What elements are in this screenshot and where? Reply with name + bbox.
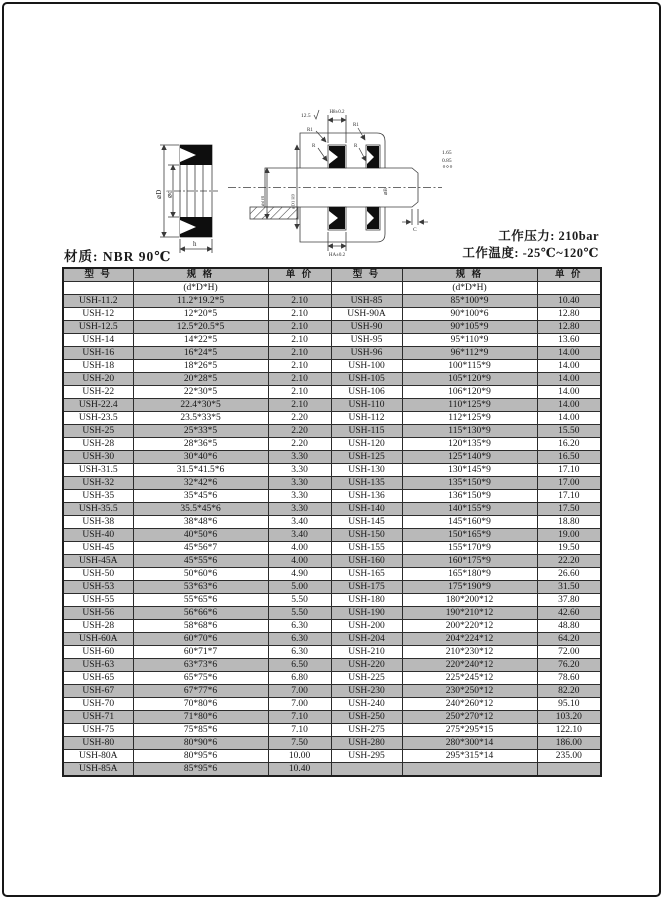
spec-cell: 155*170*9 <box>402 542 537 555</box>
model-cell: USH-180 <box>331 594 402 607</box>
price-cell: 17.50 <box>537 503 601 516</box>
table-row <box>63 308 601 321</box>
table-row <box>63 399 601 412</box>
model-cell: USH-14 <box>63 334 133 347</box>
table-row <box>63 321 601 334</box>
spec-cell: 12*20*5 <box>133 308 268 321</box>
model-cell: USH-295 <box>331 750 402 763</box>
model-cell: USH-220 <box>331 659 402 672</box>
price-cell: 19.00 <box>537 529 601 542</box>
spec-cell: 31.5*41.5*6 <box>133 464 268 477</box>
spec-cell: 250*270*12 <box>402 711 537 724</box>
model-cell: USH-105 <box>331 373 402 386</box>
spec-cell: 65*75*6 <box>133 672 268 685</box>
price-cell: 6.80 <box>268 672 331 685</box>
spec-cell: 22*30*5 <box>133 386 268 399</box>
model-cell: USH-90 <box>331 321 402 334</box>
price-cell: 7.10 <box>268 711 331 724</box>
model-cell: USH-35.5 <box>63 503 133 516</box>
price-cell: 13.60 <box>537 334 601 347</box>
price-cell: 7.10 <box>268 724 331 737</box>
price-cell: 5.00 <box>268 581 331 594</box>
spec-cell: 275*295*15 <box>402 724 537 737</box>
model-cell: USH-31.5 <box>63 464 133 477</box>
spec-header: 规 格 <box>402 268 537 282</box>
spec-cell: 56*66*6 <box>133 607 268 620</box>
price-cell: 4.90 <box>268 568 331 581</box>
surface-finish-check-icon <box>314 110 319 119</box>
model-cell: USH-60 <box>63 646 133 659</box>
model-cell: USH-210 <box>331 646 402 659</box>
bore-diameter-label: ⌀B <box>383 188 389 195</box>
spec-cell: 110*125*9 <box>402 399 537 412</box>
model-cell: USH-55 <box>63 594 133 607</box>
price-cell: 7.00 <box>268 698 331 711</box>
spec-cell: 38*48*6 <box>133 516 268 529</box>
table-row <box>63 568 601 581</box>
price-cell: 2.10 <box>268 347 331 360</box>
spec-cell: 71*80*6 <box>133 711 268 724</box>
price-cell: 14.00 <box>537 347 601 360</box>
model-cell: USH-90A <box>331 308 402 321</box>
price-header: 单 价 <box>268 268 331 282</box>
price-cell: 76.20 <box>537 659 601 672</box>
price-cell: 7.00 <box>268 685 331 698</box>
model-cell: USH-23.5 <box>63 412 133 425</box>
table-row <box>63 659 601 672</box>
price-cell: 2.20 <box>268 438 331 451</box>
spec-subheader: (d*D*H) <box>402 282 537 295</box>
price-cell: 82.20 <box>537 685 601 698</box>
price-cell: 2.10 <box>268 399 331 412</box>
table-row <box>63 685 601 698</box>
model-cell: USH-115 <box>331 425 402 438</box>
model-cell: USH-80 <box>63 737 133 750</box>
price-cell <box>537 763 601 777</box>
spec-header: 规 格 <box>133 268 268 282</box>
price-cell: 3.30 <box>268 503 331 516</box>
price-cell: 3.30 <box>268 477 331 490</box>
spec-cell: 120*135*9 <box>402 438 537 451</box>
model-cell: USH-65 <box>63 672 133 685</box>
spec-cell: 20*28*5 <box>133 373 268 386</box>
table-row <box>63 698 601 711</box>
price-cell: 31.50 <box>537 581 601 594</box>
table-row <box>63 268 601 282</box>
radius-left-label: R <box>312 144 316 149</box>
spec-cell: 145*160*9 <box>402 516 537 529</box>
spec-cell: 58*68*6 <box>133 620 268 633</box>
price-cell: 37.80 <box>537 594 601 607</box>
price-cell: 103.20 <box>537 711 601 724</box>
spec-cell: 28*36*5 <box>133 438 268 451</box>
spec-cell: 175*190*9 <box>402 581 537 594</box>
model-cell: USH-45 <box>63 542 133 555</box>
model-cell: USH-11.2 <box>63 295 133 308</box>
spec-cell: 136*150*9 <box>402 490 537 503</box>
table-row <box>63 503 601 516</box>
price-cell: 5.50 <box>268 594 331 607</box>
price-cell: 10.40 <box>537 295 601 308</box>
price-cell: 2.10 <box>268 321 331 334</box>
price-cell: 14.00 <box>537 399 601 412</box>
table-row <box>63 360 601 373</box>
price-cell: 4.00 <box>268 542 331 555</box>
price-cell: 78.60 <box>537 672 601 685</box>
price-cell: 18.80 <box>537 516 601 529</box>
spec-cell: 220*240*12 <box>402 659 537 672</box>
price-cell: 2.10 <box>268 295 331 308</box>
model-cell: USH-12 <box>63 308 133 321</box>
spec-cell: 80*90*6 <box>133 737 268 750</box>
fit-bottom-label: HA±0.2 <box>328 253 346 258</box>
price-cell: 122.10 <box>537 724 601 737</box>
spec-cell: 160*175*9 <box>402 555 537 568</box>
price-cell: 7.50 <box>268 737 331 750</box>
price-cell: 10.00 <box>268 750 331 763</box>
price-header: 单 价 <box>537 268 601 282</box>
model-cell: USH-85A <box>63 763 133 777</box>
model-cell: USH-145 <box>331 516 402 529</box>
price-cell: 17.00 <box>537 477 601 490</box>
spec-cell: 115*130*9 <box>402 425 537 438</box>
spec-cell: 23.5*33*5 <box>133 412 268 425</box>
spec-cell: 85*95*6 <box>133 763 268 777</box>
dim-height-label: h <box>193 240 197 248</box>
price-cell: 2.10 <box>268 373 331 386</box>
temperature-label: 工作温度: -25℃~120℃ <box>462 246 599 260</box>
table-row <box>63 633 601 646</box>
price-cell: 17.10 <box>537 464 601 477</box>
table-row <box>63 711 601 724</box>
spec-cell: 60*71*7 <box>133 646 268 659</box>
model-cell: USH-96 <box>331 347 402 360</box>
price-cell: 26.60 <box>537 568 601 581</box>
model-cell <box>331 763 402 777</box>
model-header <box>63 282 133 295</box>
model-cell: USH-38 <box>63 516 133 529</box>
spec-cell: 165*180*9 <box>402 568 537 581</box>
model-cell: USH-75 <box>63 724 133 737</box>
fit-top-label: H8±0.2 <box>329 110 345 115</box>
spec-cell: 35.5*45*6 <box>133 503 268 516</box>
chamfer-label: C <box>413 227 417 233</box>
spec-cell: 53*63*6 <box>133 581 268 594</box>
price-cell: 64.20 <box>537 633 601 646</box>
spec-cell: 63*73*6 <box>133 659 268 672</box>
spec-cell: 225*245*12 <box>402 672 537 685</box>
model-cell: USH-53 <box>63 581 133 594</box>
spec-cell: 50*60*6 <box>133 568 268 581</box>
spec-cell: 32*42*6 <box>133 477 268 490</box>
dim-outer-diameter-label: ⌀D <box>155 189 163 199</box>
pressure-label: 工作压力: 210bar <box>498 229 599 243</box>
price-cell: 3.30 <box>268 451 331 464</box>
spec-cell: 90*100*6 <box>402 308 537 321</box>
model-cell: USH-225 <box>331 672 402 685</box>
model-cell: USH-16 <box>63 347 133 360</box>
table-row <box>63 607 601 620</box>
price-cell: 12.80 <box>537 308 601 321</box>
spec-cell: 180*200*12 <box>402 594 537 607</box>
spec-cell: 22.4*30*5 <box>133 399 268 412</box>
price-cell: 3.40 <box>268 529 331 542</box>
model-cell: USH-50 <box>63 568 133 581</box>
price-header <box>268 282 331 295</box>
table-row <box>63 490 601 503</box>
spec-cell: 67*77*6 <box>133 685 268 698</box>
spec-cell: 210*230*12 <box>402 646 537 659</box>
model-header: 型 号 <box>331 268 402 282</box>
spec-cell: 45*56*7 <box>133 542 268 555</box>
model-cell: USH-240 <box>331 698 402 711</box>
price-cell: 6.30 <box>268 633 331 646</box>
table-row <box>63 282 601 295</box>
spec-cell: 85*100*9 <box>402 295 537 308</box>
spec-cell: 112*125*9 <box>402 412 537 425</box>
seal-installation-view <box>228 110 452 258</box>
model-cell: USH-190 <box>331 607 402 620</box>
model-header: 型 号 <box>63 268 133 282</box>
spec-cell: 11.2*19.2*5 <box>133 295 268 308</box>
table-row <box>63 763 601 777</box>
price-cell: 6.30 <box>268 620 331 633</box>
table-row <box>63 737 601 750</box>
spec-cell: 25*33*5 <box>133 425 268 438</box>
spec-cell: 16*24*5 <box>133 347 268 360</box>
surface-finish-label: 12.5 <box>301 113 311 119</box>
price-cell: 22.20 <box>537 555 601 568</box>
spec-cell: 240*260*12 <box>402 698 537 711</box>
model-cell: USH-112 <box>331 412 402 425</box>
model-cell: USH-175 <box>331 581 402 594</box>
model-cell: USH-71 <box>63 711 133 724</box>
model-cell: USH-28 <box>63 438 133 451</box>
price-cell: 19.50 <box>537 542 601 555</box>
spec-cell: 106*120*9 <box>402 386 537 399</box>
model-cell: USH-125 <box>331 451 402 464</box>
price-header <box>537 282 601 295</box>
table-row <box>63 594 601 607</box>
price-cell: 48.80 <box>537 620 601 633</box>
model-cell: USH-280 <box>331 737 402 750</box>
working-conditions <box>462 228 599 262</box>
price-cell: 16.50 <box>537 451 601 464</box>
model-cell: USH-150 <box>331 529 402 542</box>
price-table <box>62 267 602 777</box>
model-cell: USH-136 <box>331 490 402 503</box>
table-row <box>63 750 601 763</box>
spec-cell: 75*85*6 <box>133 724 268 737</box>
model-cell: USH-275 <box>331 724 402 737</box>
model-cell: USH-200 <box>331 620 402 633</box>
table-row <box>63 295 601 308</box>
seal-cross-section-view <box>155 145 218 253</box>
model-cell: USH-28 <box>63 620 133 633</box>
price-cell: 3.30 <box>268 464 331 477</box>
price-cell: 2.10 <box>268 308 331 321</box>
spec-cell: 95*110*9 <box>402 334 537 347</box>
price-cell: 2.20 <box>268 412 331 425</box>
table-row <box>63 425 601 438</box>
model-cell: USH-120 <box>331 438 402 451</box>
table-row <box>63 646 601 659</box>
spec-cell: 200*220*12 <box>402 620 537 633</box>
model-cell: USH-165 <box>331 568 402 581</box>
spec-cell: 140*155*9 <box>402 503 537 516</box>
spec-cell: 130*145*9 <box>402 464 537 477</box>
model-cell: USH-18 <box>63 360 133 373</box>
model-cell: USH-67 <box>63 685 133 698</box>
model-cell: USH-140 <box>331 503 402 516</box>
model-cell: USH-60A <box>63 633 133 646</box>
spec-cell: 35*45*6 <box>133 490 268 503</box>
price-cell: 2.20 <box>268 425 331 438</box>
model-cell: USH-35 <box>63 490 133 503</box>
table-row <box>63 438 601 451</box>
model-cell: USH-30 <box>63 451 133 464</box>
price-cell: 14.00 <box>537 360 601 373</box>
spec-cell: 105*120*9 <box>402 373 537 386</box>
model-cell: USH-106 <box>331 386 402 399</box>
table-row <box>63 620 601 633</box>
roughness-lower-label: 0.85 <box>442 158 452 164</box>
model-cell: USH-100 <box>331 360 402 373</box>
table-row <box>63 724 601 737</box>
spec-cell: 90*105*9 <box>402 321 537 334</box>
price-cell: 5.50 <box>268 607 331 620</box>
table-row <box>63 347 601 360</box>
radius1-left-label: R1 <box>307 128 313 133</box>
table-row <box>63 555 601 568</box>
model-header <box>331 282 402 295</box>
shaft-diameter-dim-label: ⌀d f8 <box>260 196 265 206</box>
table-row <box>63 334 601 347</box>
spec-cell <box>402 763 537 777</box>
table-row <box>63 412 601 425</box>
spec-cell: 30*40*6 <box>133 451 268 464</box>
spec-cell: 14*22*5 <box>133 334 268 347</box>
model-cell: USH-45A <box>63 555 133 568</box>
table-row <box>63 672 601 685</box>
table-row <box>63 542 601 555</box>
spec-cell: 204*224*12 <box>402 633 537 646</box>
model-cell: USH-25 <box>63 425 133 438</box>
spec-cell: 80*95*6 <box>133 750 268 763</box>
price-cell: 2.10 <box>268 334 331 347</box>
model-cell: USH-40 <box>63 529 133 542</box>
price-cell: 14.00 <box>537 412 601 425</box>
model-cell: USH-155 <box>331 542 402 555</box>
price-cell: 2.10 <box>268 360 331 373</box>
radius1-right-label: R1 <box>353 123 359 128</box>
table-row <box>63 386 601 399</box>
spec-cell: 55*65*6 <box>133 594 268 607</box>
price-cell: 3.40 <box>268 516 331 529</box>
price-cell: 95.10 <box>537 698 601 711</box>
spec-cell: 45*55*6 <box>133 555 268 568</box>
model-cell: USH-250 <box>331 711 402 724</box>
table-row <box>63 529 601 542</box>
model-cell: USH-56 <box>63 607 133 620</box>
price-cell: 14.00 <box>537 386 601 399</box>
spec-cell: 40*50*6 <box>133 529 268 542</box>
model-cell: USH-12.5 <box>63 321 133 334</box>
table-row <box>63 477 601 490</box>
technical-drawing <box>150 25 520 260</box>
price-cell: 14.00 <box>537 373 601 386</box>
price-cell: 2.10 <box>268 386 331 399</box>
price-cell: 10.40 <box>268 763 331 777</box>
model-cell: USH-22 <box>63 386 133 399</box>
groove-diameter-dim-label: ⌀D1 H9 <box>290 194 296 209</box>
spec-cell: 60*70*6 <box>133 633 268 646</box>
price-cell: 4.00 <box>268 555 331 568</box>
model-cell: USH-110 <box>331 399 402 412</box>
model-cell: USH-32 <box>63 477 133 490</box>
model-cell: USH-70 <box>63 698 133 711</box>
table-row <box>63 516 601 529</box>
spec-cell: 100*115*9 <box>402 360 537 373</box>
price-cell: 16.20 <box>537 438 601 451</box>
price-cell: 6.30 <box>268 646 331 659</box>
model-cell: USH-204 <box>331 633 402 646</box>
spec-cell: 295*315*14 <box>402 750 537 763</box>
model-cell: USH-230 <box>331 685 402 698</box>
spec-cell: 70*80*6 <box>133 698 268 711</box>
dim-inner-diameter-label: ⌀d <box>165 190 174 198</box>
price-cell: 3.30 <box>268 490 331 503</box>
model-cell: USH-80A <box>63 750 133 763</box>
spec-cell: 150*165*9 <box>402 529 537 542</box>
price-cell: 72.00 <box>537 646 601 659</box>
price-cell: 42.60 <box>537 607 601 620</box>
model-cell: USH-20 <box>63 373 133 386</box>
table-row <box>63 451 601 464</box>
spec-cell: 230*250*12 <box>402 685 537 698</box>
model-cell: USH-63 <box>63 659 133 672</box>
model-cell: USH-135 <box>331 477 402 490</box>
price-cell: 186.00 <box>537 737 601 750</box>
spec-cell: 18*26*5 <box>133 360 268 373</box>
price-cell: 235.00 <box>537 750 601 763</box>
radius-right-label: R <box>354 144 358 149</box>
price-cell: 17.10 <box>537 490 601 503</box>
table-row <box>63 581 601 594</box>
table-row <box>63 464 601 477</box>
spec-cell: 135*150*9 <box>402 477 537 490</box>
model-cell: USH-95 <box>331 334 402 347</box>
spec-cell: 280*300*14 <box>402 737 537 750</box>
table-row <box>63 373 601 386</box>
spec-cell: 96*112*9 <box>402 347 537 360</box>
model-cell: USH-160 <box>331 555 402 568</box>
spec-cell: 12.5*20.5*5 <box>133 321 268 334</box>
roughness-upper-label: 1.65 <box>442 150 452 156</box>
model-cell: USH-85 <box>331 295 402 308</box>
price-cell: 6.50 <box>268 659 331 672</box>
spec-cell: 190*210*12 <box>402 607 537 620</box>
price-cell: 15.50 <box>537 425 601 438</box>
model-cell: USH-22.4 <box>63 399 133 412</box>
model-cell: USH-130 <box>331 464 402 477</box>
spec-subheader: (d*D*H) <box>133 282 268 295</box>
spec-cell: 125*140*9 <box>402 451 537 464</box>
price-cell: 12.80 <box>537 321 601 334</box>
material-label: 材质: NBR 90℃ <box>64 249 172 264</box>
